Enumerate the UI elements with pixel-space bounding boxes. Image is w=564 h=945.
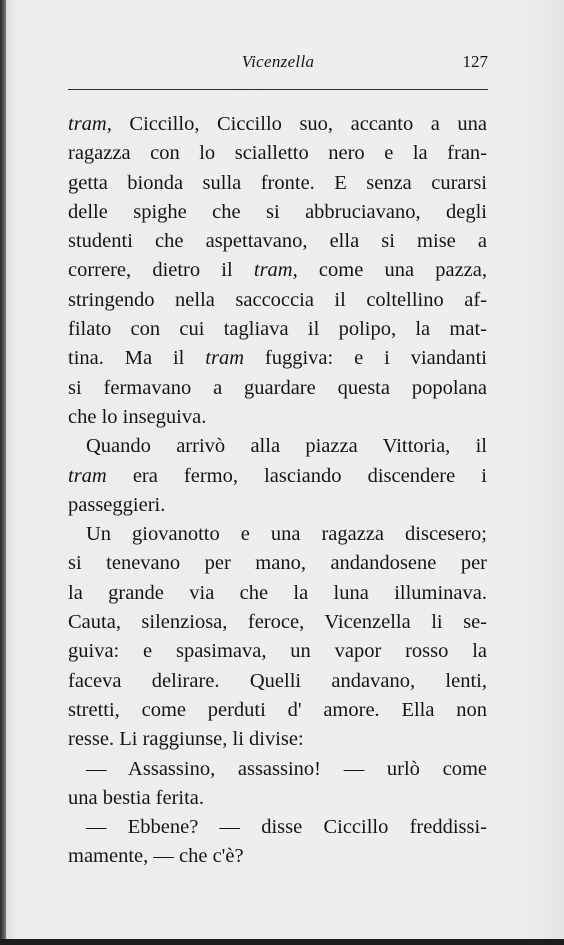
text-line [68,549,487,578]
body-text [68,110,487,872]
text-segment: faceva delirare. Quelli andavano, lenti, [68,669,487,692]
text-segment: Un giovanotto e una ragazza discesero; [86,523,487,546]
text-segment: tina. Ma il [68,347,206,370]
text-line [68,169,487,198]
text-line [68,667,487,696]
italic-word: tram [205,347,245,370]
text-segment: mamente, — che c'è? [68,845,244,868]
text-line [68,198,487,227]
text-segment: Ciccillo, Ciccillo suo, accanto a una [111,113,487,135]
text-segment: la grande via che la luna illuminava. [68,581,487,604]
text-segment: — Assassino, assassino! — urlò come [86,757,487,780]
text-segment: correre, dietro il [68,259,254,282]
text-line [68,462,487,491]
text-segment: resse. Li raggiunse, li divise: [68,728,304,751]
text-segment: una bestia ferita. [68,786,205,809]
text-line [68,256,487,285]
text-segment: Cauta, silenziosa, feroce, Vicenzella li se- [68,611,487,634]
text-line [68,520,487,549]
italic-word: tram, [68,113,112,135]
text-segment: era fermo, lasciando discendere i [106,464,487,487]
text-segment: passeggieri. [68,493,166,516]
text-line [68,637,487,666]
header-rule [68,89,488,90]
text-segment: si fermavano a guardare questa popolana [68,376,487,399]
text-line [68,579,487,608]
text-line [68,403,487,432]
text-segment: stretti, come perduti d' amore. Ella non [68,698,487,721]
text-segment: delle spighe che si abbruciavano, degli [68,200,487,223]
page-bottom-edge [0,939,564,945]
text-line [68,813,487,842]
text-line [68,110,487,139]
text-segment: — Ebbene? — disse Ciccillo freddissi- [86,816,487,839]
text-line [68,286,487,315]
text-segment: come una pazza, [297,259,487,282]
text-segment: getta bionda sulla fronte. E senza curarsi [68,171,487,194]
page-binding-edge [0,0,6,945]
text-line [68,491,487,520]
text-segment: si tenevano per mano, andandosene per [68,552,487,575]
text-line [68,755,487,784]
text-segment: Quando arrivò alla piazza Vittoria, il [86,435,487,458]
text-line [68,432,487,461]
text-segment: fuggiva: e i viandanti [244,347,487,370]
page-number: 127 [462,52,488,71]
text-segment: che lo inseguiva. [68,405,207,428]
italic-word: tram, [253,259,298,282]
text-line [68,374,487,403]
text-segment: studenti che aspettavano, ella si mise a [68,230,487,253]
text-line [68,227,487,256]
text-line [68,344,487,373]
text-line [68,608,487,637]
text-segment: stringendo nella saccoccia il coltellino af- [68,288,487,311]
text-line [68,696,487,725]
text-line [68,842,487,871]
text-line [68,725,487,754]
text-line [68,315,487,344]
text-segment: guiva: e spasimava, un vapor rosso la [68,640,487,663]
page-header [68,52,488,76]
text-segment: ragazza con lo scialletto nero e la fran- [68,142,487,165]
running-title: Vicenzella [241,52,315,71]
text-segment: filato con cui tagliava il polipo, la mat- [68,318,487,341]
text-line [68,139,487,168]
italic-word: tram [68,464,107,487]
text-line [68,784,487,813]
